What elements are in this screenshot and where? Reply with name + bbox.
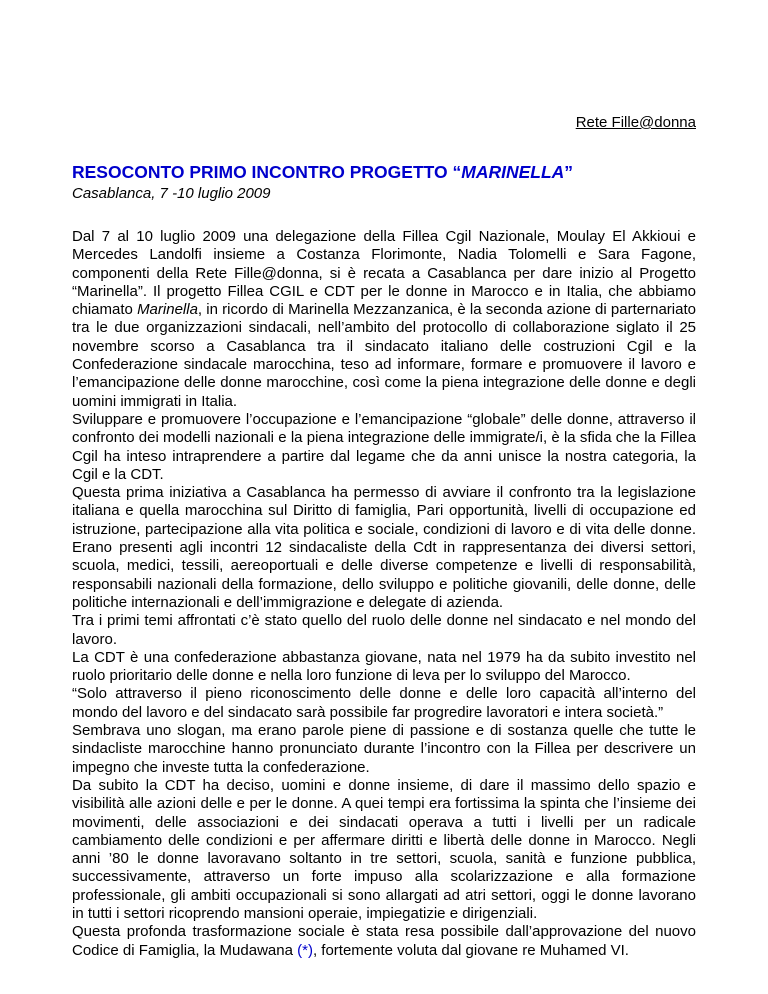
- report-body: [72, 228, 696, 960]
- title-project-name: MARINELLA: [461, 162, 565, 182]
- location-date: Casablanca, 7 -10 luglio 2009: [72, 185, 271, 202]
- paragraph-3: Questa prima iniziativa a Casablanca ha permesso di avviare il confronto tra la legislazione italiana e quella marocchina sul Diritto di famiglia, Pari opportunità, livelli di occupazione ed istruzione, partecipazione alla vita politica e sociale, condizioni di lavoro e di vita delle donne. Erano presenti agli incontri 12 sindacaliste della Cdt in rappresentanza dei diversi settori, scuola, medici, tessili, aereoportuali e delle diverse competenze e livelli di responsabilità, responsabili nazionali della formazione, dello sviluppo e politiche giovanili, delle donne, delle politiche internazionali e dell’immigrazione e delegate di azienda.: [72, 484, 696, 611]
- paragraph-9-text-b: , fortemente voluta dal giovane re Muhamed VI.: [312, 941, 629, 959]
- paragraph-1: [72, 228, 696, 411]
- title-text: RESOCONTO PRIMO INCONTRO PROGETTO “: [72, 162, 462, 182]
- title-closing-quote: ”: [564, 162, 574, 182]
- paragraph-9: [72, 923, 696, 960]
- document-title: [72, 162, 573, 183]
- paragraph-2: Sviluppare e promuovere l’occupazione e l’emancipazione “globale” delle donne, attraverso il confronto dei modelli nazionali e la piena integrazione delle immigrate/i, è la sfida che la Fillea Cgil ha inteso intraprendere a partire dal legame che da anni unisce la nostra categoria, la Cgil e la CDT.: [72, 410, 696, 483]
- paragraph-5: La CDT è una confederazione abbastanza giovane, nata nel 1979 ha da subito investito nel ruolo prioritario delle donne e nella loro funzione di leva per lo sviluppo del Marocco.: [72, 648, 696, 685]
- paragraph-1-italic: Marinella: [137, 301, 198, 319]
- paragraph-9-text-a: Questa profonda trasformazione sociale è stata resa possibile dall’approvazione del nuovo Codice di Famiglia, la Mudawana: [72, 923, 696, 959]
- paragraph-4: Tra i primi temi affrontati c’è stato quello del ruolo delle donne nel sindacato e nel mondo del lavoro.: [72, 612, 696, 648]
- footnote-reference-link[interactable]: (*): [297, 941, 313, 959]
- paragraph-8: Da subito la CDT ha deciso, uomini e donne insieme, di dare il massimo dello spazio e visibilità alle azioni delle e per le donne. A quei tempi era fortissima la spinta che l’insieme dei movimenti, delle associazioni e dei sindacati operava a tutti i livelli per un radicale cambiamento delle condizioni e per affermare diritti e libertà delle donne in Marocco. Negli anni ’80 le donne lavoravano soltanto in tre settori, scuola, sanità e funzione pubblica, successivamente, attraverso un forte impuso alla scolarizzazione e alla formazione professionale, gli ambiti occupazionali si sono allargati ad atri settori, oggi le donne lavorano in tutti i settori ricoprendo mansioni operaie, impiegatizie e dirigenziali.: [72, 776, 696, 922]
- paragraph-7: Sembrava uno slogan, ma erano parole piene di passione e di sostanza quelle che tutte le sindacliste marocchine hanno pronunciato durante l’incontro con la Fillea per descrivere un impegno che investe tutta la confederazione.: [72, 722, 696, 776]
- paragraph-6: “Solo attraverso il pieno riconoscimento delle donne e delle loro capacità all’interno del mondo del lavoro e del sindacato sarà possibile far progredire lavoratori e intera società.”: [72, 685, 696, 721]
- paragraph-1-text-b: , in ricordo di Marinella Mezzanzanica, è la seconda azione di parternariato tra le due organizzazioni sindacali, nell’ambito del protocollo di collaborazione siglato il 25 novembre scorso a Casablanca tra il sindacato italiano delle costruzioni Cgil e la Confederazione sindacale marocchina, teso ad informare, formare e promuovere il lavoro e l’emancipazione delle donne marocchine, così come la piena integrazione delle donne e degli uomini immigrati in Italia.: [72, 301, 696, 410]
- paragraph-1-text-a: Dal 7 al 10 luglio 2009 una delegazione della Fillea Cgil Nazionale, Moulay El Akkioui e Mercedes Landolfi insieme a Costanza Florimonte, Nadia Tolomelli e Sara Fagone, componenti della Rete Fille@donna, si è recata a Casablanca per dare inizio al Progetto “Marinella”. Il progetto Fillea CGIL e CDT per le donne in Marocco e in Italia, che abbiamo chiamato: [72, 228, 696, 319]
- rete-filledonna-link[interactable]: Rete Fille@donna: [575, 114, 696, 131]
